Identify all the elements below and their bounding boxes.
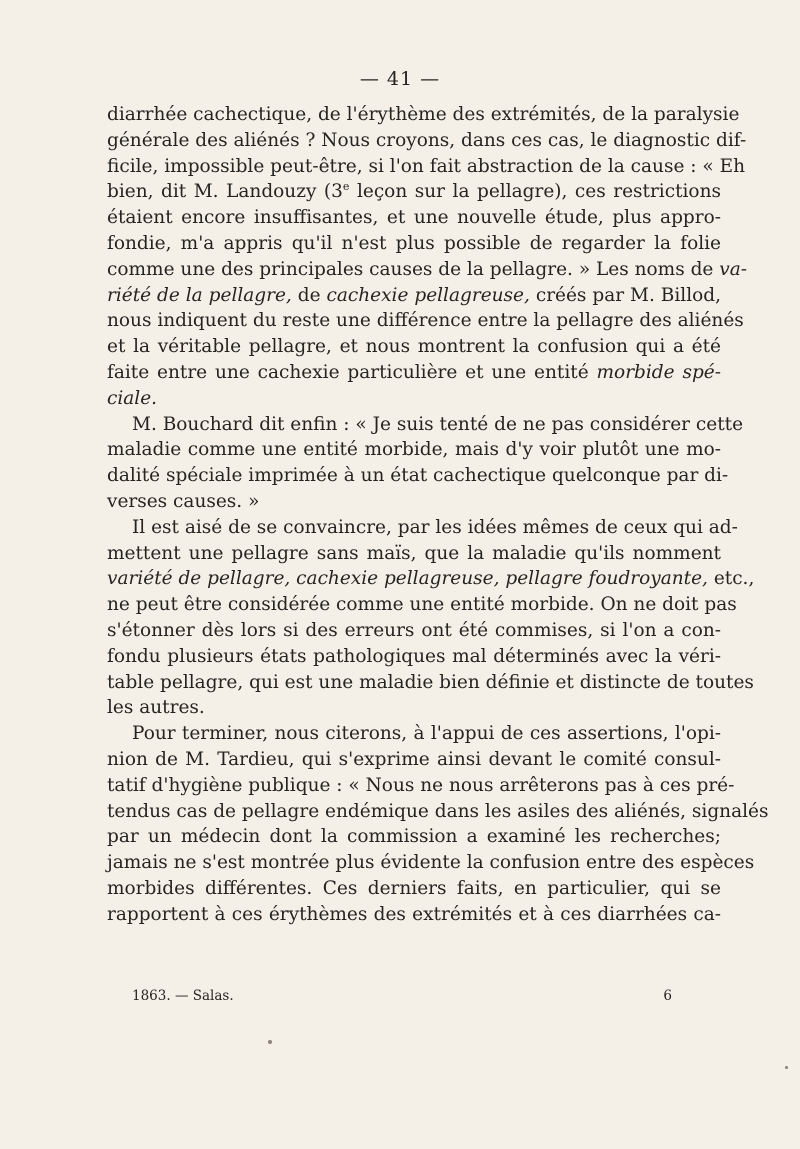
text-line: nion de M. Tardieu, qui s'exprime ainsi devant le comité consul- (107, 748, 721, 770)
text-line: Pour terminer, nous citerons, à l'appui de ces assertions, l'opi- (132, 723, 721, 745)
text-line (107, 257, 747, 283)
text-line: nous indiquent du reste une différence entre la pellagre des aliénés (107, 310, 744, 332)
text-fragment: bien, dit M. Landouzy (3 (107, 181, 343, 203)
text-fragment: comme une des principales causes de la pellagre. » Les noms de (107, 258, 720, 280)
italic-text: riété de la pellagre, (107, 284, 292, 306)
text-line: mettent une pellagre sans maïs, que la maladie qu'ils nomment (107, 542, 721, 564)
body-text (107, 102, 769, 928)
text-fragment: leçon sur la pellagre), ces restrictions (349, 181, 721, 203)
text-line: fondie, m'a appris qu'il n'est plus possible de regarder la folie (107, 232, 721, 254)
text-line: morbides différentes. Ces derniers faits, en particulier, qui se (107, 877, 721, 899)
text-fragment: faite entre une cachexie particulière et une entité (107, 361, 597, 383)
text-fragment: de (291, 284, 327, 306)
text-line (107, 386, 721, 412)
paper-speck (785, 1066, 788, 1069)
text-line: jamais ne s'est montrée plus évidente la confusion entre des espèces (107, 852, 755, 874)
text-line: dalité spéciale imprimée à un état cachectique quelconque par di- (107, 465, 729, 487)
text-line: et la véritable pellagre, et nous montrent la confusion qui a été (107, 336, 721, 358)
text-fragment: etc., (707, 568, 755, 590)
page-number: — 41 — (359, 68, 441, 90)
text-line: ficile, impossible peut-être, si l'on fait abstraction de la cause : « Eh (107, 155, 746, 177)
text-line: fondu plusieurs états pathologiques mal déterminés avec la véri- (107, 645, 721, 667)
paragraph-2 (107, 412, 744, 515)
text-line (107, 566, 755, 592)
text-line: tendus cas de pellagre endémique dans les asiles des aliénés, signalés (107, 800, 769, 822)
text-line: par un médecin dont la commission a examiné les recherches; (107, 826, 721, 848)
text-line: ne peut être considérée comme une entité morbide. On ne doit pas (107, 594, 737, 616)
paper-speck (268, 1040, 272, 1044)
text-line: verses causes. » (107, 490, 260, 512)
italic-text: variété de pellagre, cachexie pellagreuse, pellagre foudroyante, (107, 568, 708, 590)
text-line: rapportent à ces érythèmes des extrémités et à ces diarrhées ca- (107, 903, 721, 925)
text-line: étaient encore insuffisantes, et une nouvelle étude, plus appro- (107, 207, 721, 229)
text-line: maladie comme une entité morbide, mais d'y voir plutôt une mo- (107, 439, 721, 461)
paragraph-1 (107, 102, 747, 412)
text-line: diarrhée cachectique, de l'érythème des extrémités, de la paralysie (107, 104, 740, 125)
paragraph-4 (107, 721, 769, 927)
text-line (107, 283, 721, 309)
text-line: M. Bouchard dit enfin : « Je suis tenté de ne pas considérer cette (132, 413, 744, 435)
signature-mark: 1863. — Salas. (132, 988, 234, 1004)
text-line: les autres. (107, 697, 205, 719)
text-line (107, 360, 721, 386)
text-line: tatif d'hygiène publique : « Nous ne nous arrêterons pas à ces pré- (107, 774, 735, 796)
paragraph-3 (107, 515, 755, 721)
superscript: e (342, 180, 350, 194)
text-line: table pellagre, qui est une maladie bien définie et distincte de toutes (107, 671, 754, 693)
italic-text: cachexie pellagreuse, (326, 284, 530, 306)
text-line (107, 179, 721, 205)
italic-text: ciale. (107, 387, 158, 409)
text-line: générale des aliénés ? Nous croyons, dans ces cas, le diagnostic dif- (107, 129, 747, 151)
printer-signature (132, 988, 672, 1004)
text-line: Il est aisé de se convaincre, par les idées mêmes de ceux qui ad- (132, 516, 738, 538)
text-fragment: créés par M. Billod, (529, 284, 721, 306)
text-line: s'étonner dès lors si des erreurs ont été commises, si l'on a con- (107, 619, 721, 641)
italic-text: va- (719, 258, 747, 280)
sheet-number: 6 (663, 988, 672, 1004)
italic-text: morbide spé- (596, 361, 721, 383)
